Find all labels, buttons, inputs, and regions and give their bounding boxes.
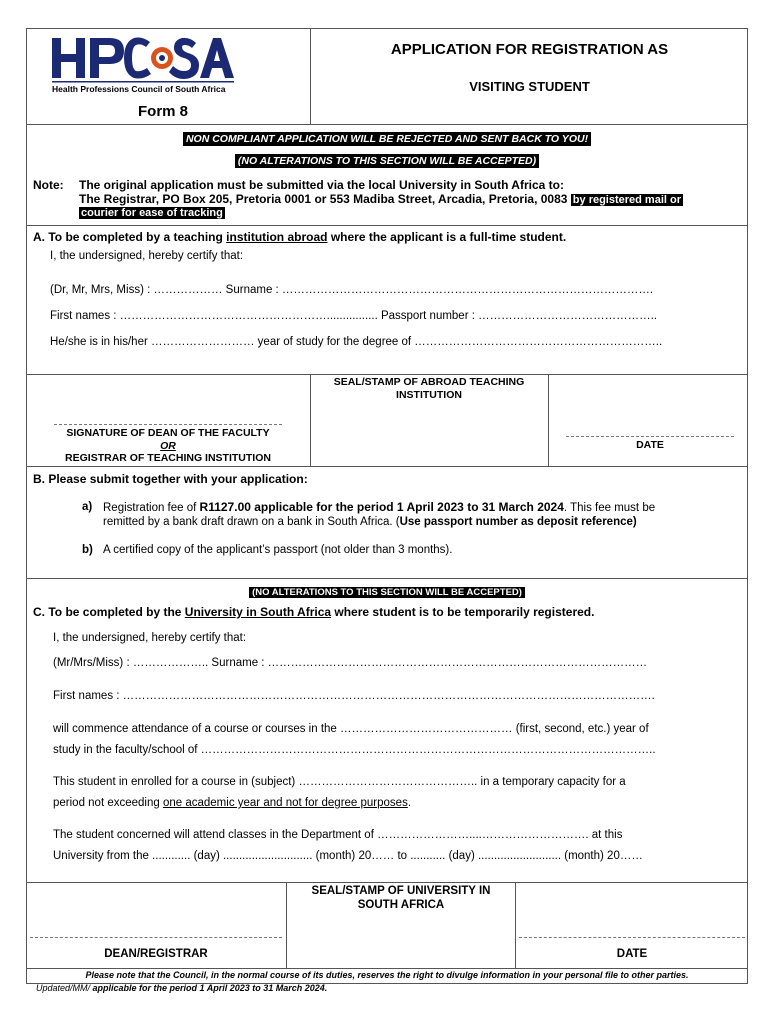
section-c-date-line[interactable] — [519, 937, 745, 938]
section-a-heading-pre: A. To be completed by a teaching — [33, 230, 227, 244]
section-c-firstnames-field[interactable]: First names : …………………………………………………………………………………………………………………………. — [53, 690, 655, 702]
period-limit-underlined: one academic year and not for degree purposes — [162, 797, 408, 809]
section-c-dates-field[interactable]: University from the ............ (day) ............................ (month) 20…… to ........... (day) .......................... (month) 20…… — [53, 850, 643, 862]
section-c-heading-pre: C. To be completed by the — [33, 605, 185, 619]
fee-text-pre: Registration fee of — [103, 502, 200, 514]
no-alterations-banner: (NO ALTERATIONS TO THIS SECTION WILL BE ACCEPTED) — [235, 154, 539, 168]
section-c-seal-stamp-area[interactable]: SEAL/STAMP OF UNIVERSITY IN SOUTH AFRICA — [311, 885, 491, 911]
divider-section-c — [26, 578, 748, 579]
section-c-period-text — [53, 797, 411, 809]
divider-section-a-signatures — [26, 374, 748, 375]
section-b-item-b-label: b) — [82, 544, 93, 556]
form-title-line2: VISITING STUDENT — [469, 79, 590, 94]
fee-text-post: . This fee must be — [563, 502, 656, 514]
sigc-divider-right — [515, 882, 516, 968]
signature-registrar-label: REGISTRAR OF TEACHING INSTITUTION — [65, 452, 271, 464]
section-c-title-surname-field[interactable]: (Mr/Mrs/Miss) : ……………….. Surname : ……………………………………………………………………………………… — [53, 657, 648, 669]
period-text-pre: period not exceeding — [53, 797, 163, 809]
section-a-signature-line[interactable] — [54, 424, 282, 425]
section-c-subject-field[interactable]: This student in enrolled for a course in (subject) ……………………………………….. in a temporary capacity for a — [53, 776, 626, 788]
section-a-heading-post: where the applicant is a full-time student. — [327, 230, 567, 244]
footer-disclaimer: Please note that the Council, in the normal course of its duties, reserves the right to divulge information in your personal file to other parties. — [85, 970, 689, 980]
section-c-dean-label: DEAN/REGISTRAR — [104, 948, 208, 960]
logo-subtitle: Health Professions Council of South Africa — [52, 84, 226, 94]
section-c-no-alterations-banner: (NO ALTERATIONS TO THIS SECTION WILL BE ACCEPTED) — [249, 587, 525, 598]
section-a-heading-underlined: institution abroad — [226, 230, 328, 244]
section-a-title-surname-field[interactable]: (Dr, Mr, Mrs, Miss) : ……………… Surname : ……………………………………………………………………………………. — [50, 284, 654, 296]
divider-header — [26, 124, 748, 125]
note-label: Note: — [33, 178, 64, 192]
deposit-reference-note: Use passport number as deposit reference) — [399, 516, 637, 528]
form-number: Form 8 — [138, 103, 189, 120]
section-c-faculty-field[interactable]: study in the faculty/school of ……………………………………………………………………………………………………….. — [53, 744, 656, 756]
note-highlight-courier: courier for ease of tracking — [81, 207, 223, 219]
section-a-seal-stamp-area[interactable]: SEAL/STAMP OF ABROAD TEACHING INSTITUTION — [333, 376, 525, 401]
divider-section-c-signatures — [26, 882, 748, 883]
section-a-firstnames-passport-field[interactable]: First names : ………………………………………………................ Passport number : ……………………………………….. — [50, 310, 658, 322]
section-c-heading-underlined: University in South Africa — [184, 605, 332, 619]
section-a-date-line[interactable] — [566, 436, 734, 437]
section-b-item-b-text: A certified copy of the applicant’s passport (not older than 3 months). — [103, 544, 453, 556]
note-line1: The original application must be submitted via the local University in South Africa to: — [79, 178, 564, 192]
sigc-divider-left — [286, 882, 287, 968]
fee-amount-period: R1127.00 applicable for the period 1 April 2023 to 31 March 2024 — [199, 500, 564, 514]
section-b-item-a-text — [103, 500, 655, 514]
sig-divider-right — [548, 374, 549, 466]
section-c-heading-post: where student is to be temporarily registered. — [331, 605, 595, 619]
divider-footer — [26, 968, 748, 969]
section-a-certify: I, the undersigned, hereby certify that: — [50, 250, 244, 262]
hpcsa-logo — [50, 34, 235, 96]
section-c-date-label: DATE — [616, 948, 648, 960]
divider-section-a — [26, 225, 748, 226]
section-c-certify: I, the undersigned, hereby certify that: — [53, 632, 247, 644]
signature-dean-label: SIGNATURE OF DEAN OF THE FACULTY — [66, 427, 270, 439]
form-title-line1: APPLICATION FOR REGISTRATION AS — [390, 41, 669, 58]
section-a-date-label: DATE — [636, 439, 664, 451]
section-c-year-field[interactable]: will commence attendance of a course or courses in the ……………………………………… (first, second, etc.) year of — [53, 723, 649, 735]
divider-section-b — [26, 466, 748, 467]
section-a-heading — [33, 230, 566, 244]
reject-warning-banner: NON COMPLIANT APPLICATION WILL BE REJECTED AND SENT BACK TO YOU! — [183, 132, 591, 146]
signature-or-label: OR — [160, 439, 176, 452]
period-text-post: . — [407, 797, 412, 809]
note-highlight-registered-mail: by registered mail or — [572, 194, 682, 206]
section-c-dean-signature-line[interactable] — [30, 937, 282, 938]
section-b-item-a-label: a) — [82, 501, 93, 513]
section-c-heading — [33, 605, 594, 619]
section-b-item-a-line2 — [103, 516, 637, 528]
footer-updated-pre: Updated/MM/ — [36, 983, 93, 993]
footer-updated-period: applicable for the period 1 April 2023 to 31 March 2024. — [92, 983, 328, 993]
remit-text: remitted by a bank draft drawn on a bank in South Africa. ( — [103, 516, 400, 528]
section-b-heading: B. Please submit together with your application: — [33, 472, 308, 486]
footer-updated — [36, 983, 327, 993]
sig-divider-left — [310, 374, 311, 466]
note-address: The Registrar, PO Box 205, Pretoria 0001 or 553 Madiba Street, Arcadia, Pretoria, 0083 — [79, 192, 568, 206]
section-a-year-degree-field[interactable]: He/she is in his/her ……………………… year of study for the degree of ……………………………………………………….. — [50, 336, 663, 348]
section-c-department-field[interactable]: The student concerned will attend classes in the Department of ……………………....………………………. at this — [53, 829, 623, 841]
